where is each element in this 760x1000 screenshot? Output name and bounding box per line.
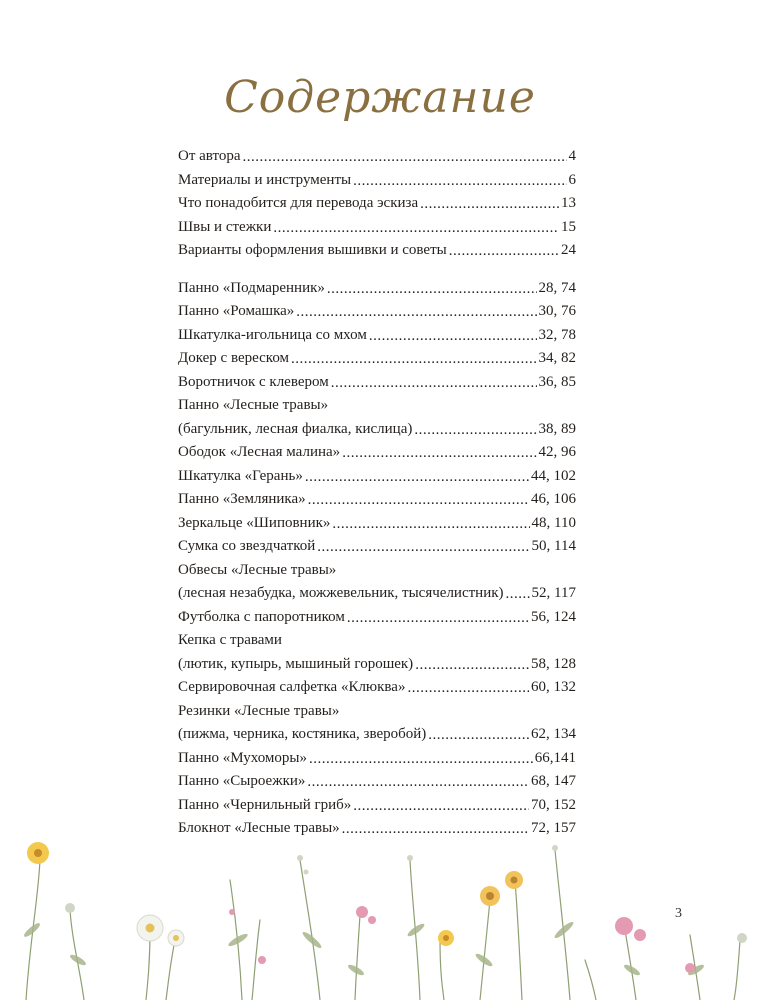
toc-entry-text: Шкатулка «Герань» bbox=[178, 467, 303, 484]
toc-entry-text: Ободок «Лесная малина» bbox=[178, 444, 341, 460]
toc-entry[interactable] bbox=[178, 770, 576, 794]
toc-entry-text: Футболка с папоротником bbox=[178, 608, 345, 625]
toc-entry-pages: 72, 157 bbox=[531, 820, 576, 836]
toc-entry-pages: 52, 117 bbox=[531, 585, 576, 601]
toc-entry-pages: 30, 76 bbox=[538, 303, 576, 319]
toc-entry-text: Панно «Сыроежки» bbox=[178, 773, 306, 789]
toc-entry-line bbox=[178, 169, 576, 193]
toc-entry-text: Сервировочная салфетка «Клюква» bbox=[178, 679, 406, 695]
dot-leader bbox=[369, 325, 537, 340]
toc-entry[interactable] bbox=[178, 300, 576, 324]
toc-entry-line bbox=[178, 371, 576, 395]
toc-entry[interactable] bbox=[178, 488, 576, 512]
toc-entry-pages: 24 bbox=[561, 242, 576, 258]
toc-entry-pages: 13 bbox=[561, 195, 576, 211]
toc-entry-pages: 68, 147 bbox=[531, 773, 576, 789]
toc-entry-pages: 66,141 bbox=[534, 749, 576, 766]
toc-entry[interactable] bbox=[178, 192, 576, 216]
toc-entry-text: Панно «Мухоморы» bbox=[178, 749, 307, 766]
dot-leader bbox=[415, 654, 529, 669]
dot-leader bbox=[307, 771, 529, 786]
dot-leader bbox=[291, 348, 536, 363]
toc-entry-pages: 56, 124 bbox=[531, 608, 576, 625]
toc-entry-line bbox=[178, 606, 576, 630]
dot-leader bbox=[317, 536, 529, 551]
toc-entry-text: Швы и стежки bbox=[178, 218, 272, 235]
toc-entry-pages: 32, 78 bbox=[538, 326, 576, 343]
toc-entry[interactable] bbox=[178, 606, 576, 630]
toc-entry-line bbox=[178, 770, 576, 794]
toc-entry[interactable] bbox=[178, 169, 576, 193]
floral-illustration bbox=[0, 820, 760, 1000]
toc-entry[interactable] bbox=[178, 239, 576, 263]
toc-entry[interactable] bbox=[178, 700, 576, 747]
toc-entry-pages: 36, 85 bbox=[538, 373, 576, 390]
toc-entry-text: (багульник, лесная фиалка, кислица) bbox=[178, 420, 413, 437]
dot-leader bbox=[305, 466, 529, 481]
toc-entry-line bbox=[178, 418, 576, 442]
toc-entry-pages: 38, 89 bbox=[538, 420, 576, 437]
toc-entry-line bbox=[178, 324, 576, 348]
toc-entry-text: Панно «Ромашка» bbox=[178, 303, 295, 319]
toc-entry-text: (пижма, черника, костяника, зверобой) bbox=[178, 726, 427, 742]
toc-entry[interactable] bbox=[178, 441, 576, 465]
toc-entry-line bbox=[178, 676, 576, 700]
toc-entry-text: (лютик, купырь, мышиный горошек) bbox=[178, 655, 414, 672]
toc-entry-line bbox=[178, 145, 576, 169]
toc-entry-pages: 70, 152 bbox=[531, 796, 576, 813]
toc-entry-pages: 15 bbox=[561, 218, 576, 235]
dot-leader bbox=[342, 442, 536, 457]
toc-entry-text: Сумка со звездчаткой bbox=[178, 538, 316, 554]
toc-entry-text: Материалы и инструменты bbox=[178, 171, 352, 188]
toc-entry[interactable] bbox=[178, 512, 576, 536]
toc-entry-pages: 58, 128 bbox=[531, 655, 576, 672]
toc-entry-pages: 50, 114 bbox=[531, 538, 576, 554]
toc-entry-line bbox=[178, 347, 576, 371]
dot-leader bbox=[332, 513, 529, 528]
page-title: Содержание bbox=[224, 72, 536, 123]
dot-leader bbox=[308, 489, 529, 504]
toc-entry-text: Докер с вереском bbox=[178, 350, 290, 366]
toc-entry-text: Шкатулка-игольница со мхом bbox=[178, 326, 367, 343]
toc-entry-title: Резинки «Лесные травы» bbox=[178, 702, 340, 719]
toc-entry-text: Варианты оформления вышивки и советы bbox=[178, 242, 447, 258]
dot-leader bbox=[243, 146, 567, 161]
dot-leader bbox=[309, 748, 533, 763]
toc-entry-pages: 60, 132 bbox=[531, 679, 576, 695]
dot-leader bbox=[414, 419, 536, 434]
toc-entry-line bbox=[178, 488, 576, 512]
dot-leader bbox=[449, 240, 559, 255]
toc-entry[interactable] bbox=[178, 535, 576, 559]
toc-entry-line bbox=[178, 794, 576, 818]
toc-entry[interactable] bbox=[178, 347, 576, 371]
toc-entry[interactable] bbox=[178, 324, 576, 348]
toc-entry-title: Обвесы «Лесные травы» bbox=[178, 561, 337, 578]
dot-leader bbox=[327, 278, 537, 293]
toc-entry-text: От автора bbox=[178, 148, 241, 164]
toc-entry-line bbox=[178, 277, 576, 301]
toc-entry[interactable] bbox=[178, 394, 576, 441]
toc-entry-line bbox=[178, 441, 576, 465]
toc-entry-pages: 62, 134 bbox=[531, 726, 576, 742]
page-number: 3 bbox=[675, 906, 682, 921]
toc-entry-text: Панно «Земляника» bbox=[178, 491, 306, 507]
toc-entry[interactable] bbox=[178, 629, 576, 676]
toc-entry-line bbox=[178, 216, 576, 240]
toc-entry-title: Панно «Лесные травы» bbox=[178, 397, 329, 413]
toc-entry-pages: 34, 82 bbox=[538, 350, 576, 366]
toc-group bbox=[178, 145, 576, 263]
dot-leader bbox=[273, 217, 559, 232]
toc-entry-line bbox=[178, 192, 576, 216]
toc-entry-pages: 28, 74 bbox=[538, 279, 576, 296]
toc-entry-pages: 42, 96 bbox=[538, 444, 576, 460]
dot-leader bbox=[296, 301, 536, 316]
toc-entry[interactable] bbox=[178, 676, 576, 700]
toc-entry-text: Воротничок с клевером bbox=[178, 373, 329, 390]
toc-entry-line bbox=[178, 535, 576, 559]
toc-entry[interactable] bbox=[178, 794, 576, 818]
toc-entry-title: Кепка с травами bbox=[178, 632, 282, 648]
toc-group bbox=[178, 277, 576, 841]
toc-entry[interactable] bbox=[178, 145, 576, 169]
toc-entry-text: Зеркальце «Шиповник» bbox=[178, 514, 331, 531]
toc-entry[interactable] bbox=[178, 216, 576, 240]
toc-entry-text: Блокнот «Лесные травы» bbox=[178, 820, 340, 836]
dot-leader bbox=[331, 372, 537, 387]
toc-entry-line bbox=[178, 239, 576, 263]
toc-entry-text: (лесная незабудка, можжевельник, тысячелистник) bbox=[178, 585, 504, 601]
toc-entry[interactable] bbox=[178, 465, 576, 489]
toc-entry-line bbox=[178, 465, 576, 489]
dot-leader bbox=[420, 193, 559, 208]
toc-entry-line bbox=[178, 723, 576, 747]
toc-entry-text: Что понадобится для перевода эскиза bbox=[178, 195, 419, 211]
table-of-contents bbox=[178, 145, 576, 855]
toc-entry-text: Панно «Подмаренник» bbox=[178, 279, 325, 296]
toc-entry-pages: 46, 106 bbox=[531, 491, 576, 507]
dot-leader bbox=[347, 607, 529, 622]
toc-entry-pages: 6 bbox=[568, 171, 576, 188]
toc-entry-pages: 4 bbox=[568, 148, 576, 164]
dot-leader bbox=[428, 724, 529, 739]
toc-entry-pages: 44, 102 bbox=[531, 467, 576, 484]
toc-entry-line bbox=[178, 300, 576, 324]
toc-entry-line bbox=[178, 653, 576, 677]
toc-entry-line bbox=[178, 512, 576, 536]
dot-leader bbox=[353, 170, 566, 185]
toc-entry-pages: 48, 110 bbox=[531, 514, 576, 531]
toc-entry[interactable] bbox=[178, 747, 576, 771]
toc-entry[interactable] bbox=[178, 559, 576, 606]
dot-leader bbox=[353, 795, 529, 810]
dot-leader bbox=[407, 677, 529, 692]
toc-entry[interactable] bbox=[178, 277, 576, 301]
toc-entry[interactable] bbox=[178, 371, 576, 395]
toc-entry-text: Панно «Чернильный гриб» bbox=[178, 796, 352, 813]
toc-entry-line bbox=[178, 582, 576, 606]
dot-leader bbox=[506, 583, 530, 598]
toc-entry-line bbox=[178, 747, 576, 771]
